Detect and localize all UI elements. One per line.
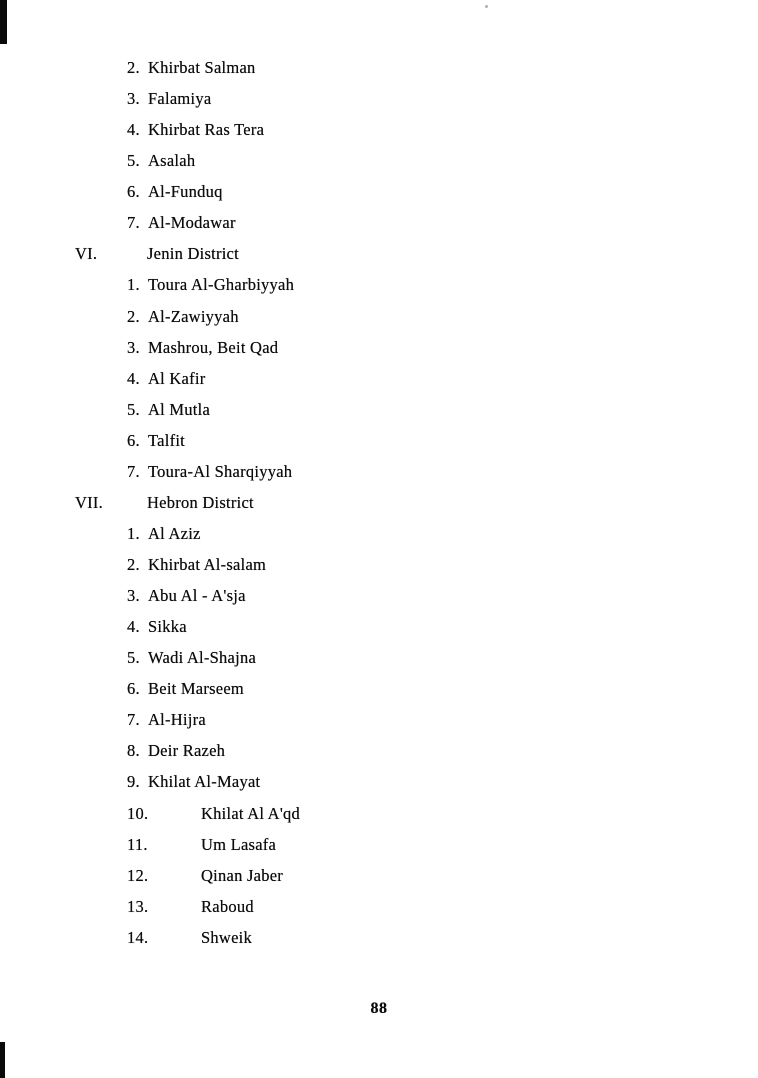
item-number: 7. — [127, 461, 140, 481]
item-label: Mashrou, Beit Qad — [148, 337, 279, 357]
list-item — [0, 673, 758, 704]
list-item — [0, 52, 758, 83]
list-item — [0, 642, 758, 673]
list-item — [0, 114, 758, 145]
item-label: Shweik — [201, 927, 252, 947]
item-label: Al Aziz — [148, 523, 201, 543]
item-number: 5. — [127, 648, 140, 668]
item-number: 3. — [127, 337, 140, 357]
item-label: Al Kafir — [148, 368, 206, 388]
list-item — [0, 549, 758, 580]
item-label: Al-Hijra — [148, 710, 206, 730]
item-number: 3. — [127, 89, 140, 109]
district-name: Jenin District — [147, 244, 239, 264]
list-item — [0, 207, 758, 238]
item-number: 4. — [127, 617, 140, 637]
item-number: 6. — [127, 679, 140, 699]
district-heading — [0, 487, 758, 518]
item-number: 2. — [127, 555, 140, 574]
item-number: 7. — [127, 213, 140, 233]
item-label: Al Mutla — [148, 399, 211, 419]
item-label: Raboud — [201, 896, 254, 916]
list-item — [0, 269, 758, 300]
item-number: 4. — [127, 120, 140, 140]
list-item — [0, 766, 758, 797]
item-label: Khirbat Salman — [148, 58, 256, 77]
item-number: 5. — [127, 151, 140, 171]
item-label: Wadi Al-Shajna — [148, 648, 257, 668]
item-number: 10. — [127, 803, 149, 823]
list-item — [0, 922, 758, 953]
item-number: 2. — [127, 58, 140, 77]
district-name: Hebron District — [147, 492, 254, 512]
district-heading — [0, 238, 758, 269]
scan-artifact-top-left — [0, 0, 7, 44]
item-label: Sikka — [148, 617, 187, 637]
item-number: 9. — [127, 772, 140, 792]
scan-artifact-speck — [485, 5, 488, 8]
list-item — [0, 301, 758, 332]
list-item — [0, 798, 758, 829]
list-item — [0, 735, 758, 766]
item-label: Khirbat Ras Tera — [148, 120, 265, 140]
item-number: 1. — [127, 523, 140, 543]
item-label: Abu Al - A'sja — [148, 586, 246, 606]
list-item — [0, 363, 758, 394]
item-number: 1. — [127, 275, 140, 295]
list-item — [0, 860, 758, 891]
village-list — [0, 52, 758, 953]
list-item — [0, 176, 758, 207]
list-item — [0, 518, 758, 549]
list-item — [0, 611, 758, 642]
item-label: Asalah — [148, 151, 196, 171]
list-item — [0, 425, 758, 456]
list-item — [0, 580, 758, 611]
item-number: 14. — [127, 927, 149, 947]
item-number: 12. — [127, 865, 149, 885]
item-label: Falamiya — [148, 89, 212, 109]
list-item — [0, 394, 758, 425]
list-item — [0, 456, 758, 487]
list-item — [0, 145, 758, 176]
item-label: Al-Modawar — [148, 213, 236, 233]
list-item — [0, 829, 758, 860]
item-number: 7. — [127, 710, 140, 730]
item-number: 11. — [127, 834, 148, 854]
roman-numeral: VI. — [75, 244, 98, 264]
item-number: 3. — [127, 586, 140, 606]
roman-numeral: VII. — [75, 492, 104, 512]
item-number: 6. — [127, 430, 140, 450]
item-label: Khilat Al A'qd — [201, 803, 301, 823]
item-number: 13. — [127, 896, 149, 916]
item-label: Al-Funduq — [148, 182, 223, 202]
item-label: Toura-Al Sharqiyyah — [148, 461, 293, 481]
item-number: 2. — [127, 306, 140, 326]
item-label: Toura Al-Gharbiyyah — [148, 275, 295, 295]
item-label: Qinan Jaber — [201, 865, 284, 885]
item-number: 6. — [127, 182, 140, 202]
list-item — [0, 332, 758, 363]
item-number: 8. — [127, 741, 140, 761]
list-item — [0, 704, 758, 735]
item-label: Khilat Al-Mayat — [148, 772, 261, 792]
item-label: Talfit — [148, 430, 185, 450]
item-label: Beit Marseem — [148, 679, 245, 699]
item-label: Um Lasafa — [201, 834, 277, 854]
page-number: 88 — [370, 1000, 388, 1017]
scan-artifact-bottom-left — [0, 1042, 5, 1078]
item-label: Al-Zawiyyah — [148, 306, 239, 326]
item-number: 5. — [127, 399, 140, 419]
item-label: Deir Razeh — [148, 741, 226, 761]
list-item — [0, 83, 758, 114]
list-item — [0, 891, 758, 922]
item-number: 4. — [127, 368, 140, 388]
item-label: Khirbat Al-salam — [148, 555, 267, 574]
